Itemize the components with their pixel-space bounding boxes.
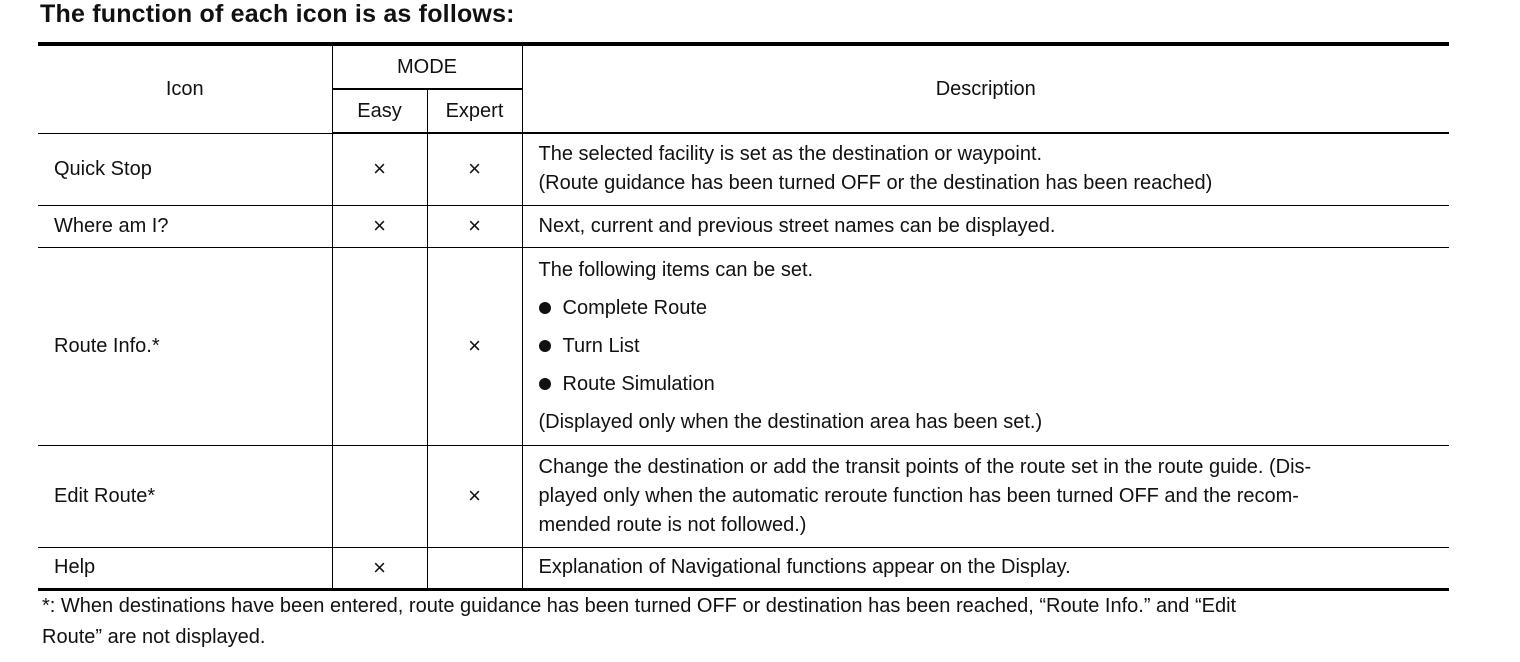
description-line: Next, current and previous street names can be displayed.	[538, 214, 1056, 237]
row-icon-name: Edit Route*	[38, 445, 332, 547]
row-icon-name: Help	[38, 547, 332, 589]
table-row	[38, 133, 1449, 205]
footnote-line: Route” are not displayed.	[42, 626, 266, 648]
expert-mark	[427, 547, 522, 589]
table-row	[38, 247, 1449, 445]
easy-mark	[332, 247, 427, 445]
row-description	[522, 133, 1449, 205]
header-icon: Icon	[38, 44, 332, 133]
bullet-icon	[539, 340, 551, 352]
row-description	[522, 247, 1449, 445]
row-icon-name: Where am I?	[38, 205, 332, 247]
header-easy: Easy	[332, 89, 427, 133]
description-line: The selected facility is set as the destination or waypoint.	[538, 143, 1043, 166]
bullet-label: Complete Route	[562, 297, 708, 319]
bullet-item	[539, 289, 1442, 327]
row-icon-name: Quick Stop	[38, 133, 332, 205]
row-description	[522, 547, 1449, 589]
bullet-icon	[539, 378, 551, 390]
bullet-icon	[539, 302, 551, 314]
expert-mark: ×	[427, 445, 522, 547]
header-description: Description	[522, 44, 1449, 133]
expert-mark: ×	[427, 205, 522, 247]
easy-mark: ×	[332, 133, 427, 205]
description-outro: (Displayed only when the destination area has been set.)	[538, 411, 1043, 433]
bullet-item	[539, 327, 1442, 365]
table-row	[38, 547, 1449, 589]
bullet-label: Turn List	[562, 335, 640, 357]
description-line: mended route is not followed.)	[538, 513, 807, 536]
table-row	[38, 445, 1449, 547]
footnote	[42, 591, 1454, 653]
bullet-item	[539, 365, 1442, 403]
easy-mark	[332, 445, 427, 547]
row-icon-name: Route Info.*	[38, 247, 332, 445]
easy-mark: ×	[332, 547, 427, 589]
header-expert: Expert	[427, 89, 522, 133]
table-row	[38, 205, 1449, 247]
expert-mark: ×	[427, 133, 522, 205]
page-heading: The function of each icon is as follows:	[40, 0, 515, 28]
icon-function-table	[38, 42, 1449, 591]
row-description	[522, 445, 1449, 547]
description-line: played only when the automatic reroute function has been turned OFF and the recom-	[538, 484, 1299, 507]
easy-mark: ×	[332, 205, 427, 247]
description-line: Change the destination or add the transit points of the route set in the route guide. (Dis-	[538, 455, 1312, 478]
expert-mark: ×	[427, 247, 522, 445]
row-description	[522, 205, 1449, 247]
bullet-label: Route Simulation	[562, 373, 715, 395]
description-line: Explanation of Navigational functions appear on the Display.	[538, 556, 1071, 578]
description-line: (Route guidance has been turned OFF or the destination has been reached)	[538, 172, 1213, 195]
description-intro: The following items can be set.	[538, 259, 814, 281]
footnote-line: *: When destinations have been entered, route guidance has been turned OFF or destination has been reached, “Route Info.” and “Edit	[42, 595, 1237, 617]
header-mode: MODE	[332, 44, 522, 89]
